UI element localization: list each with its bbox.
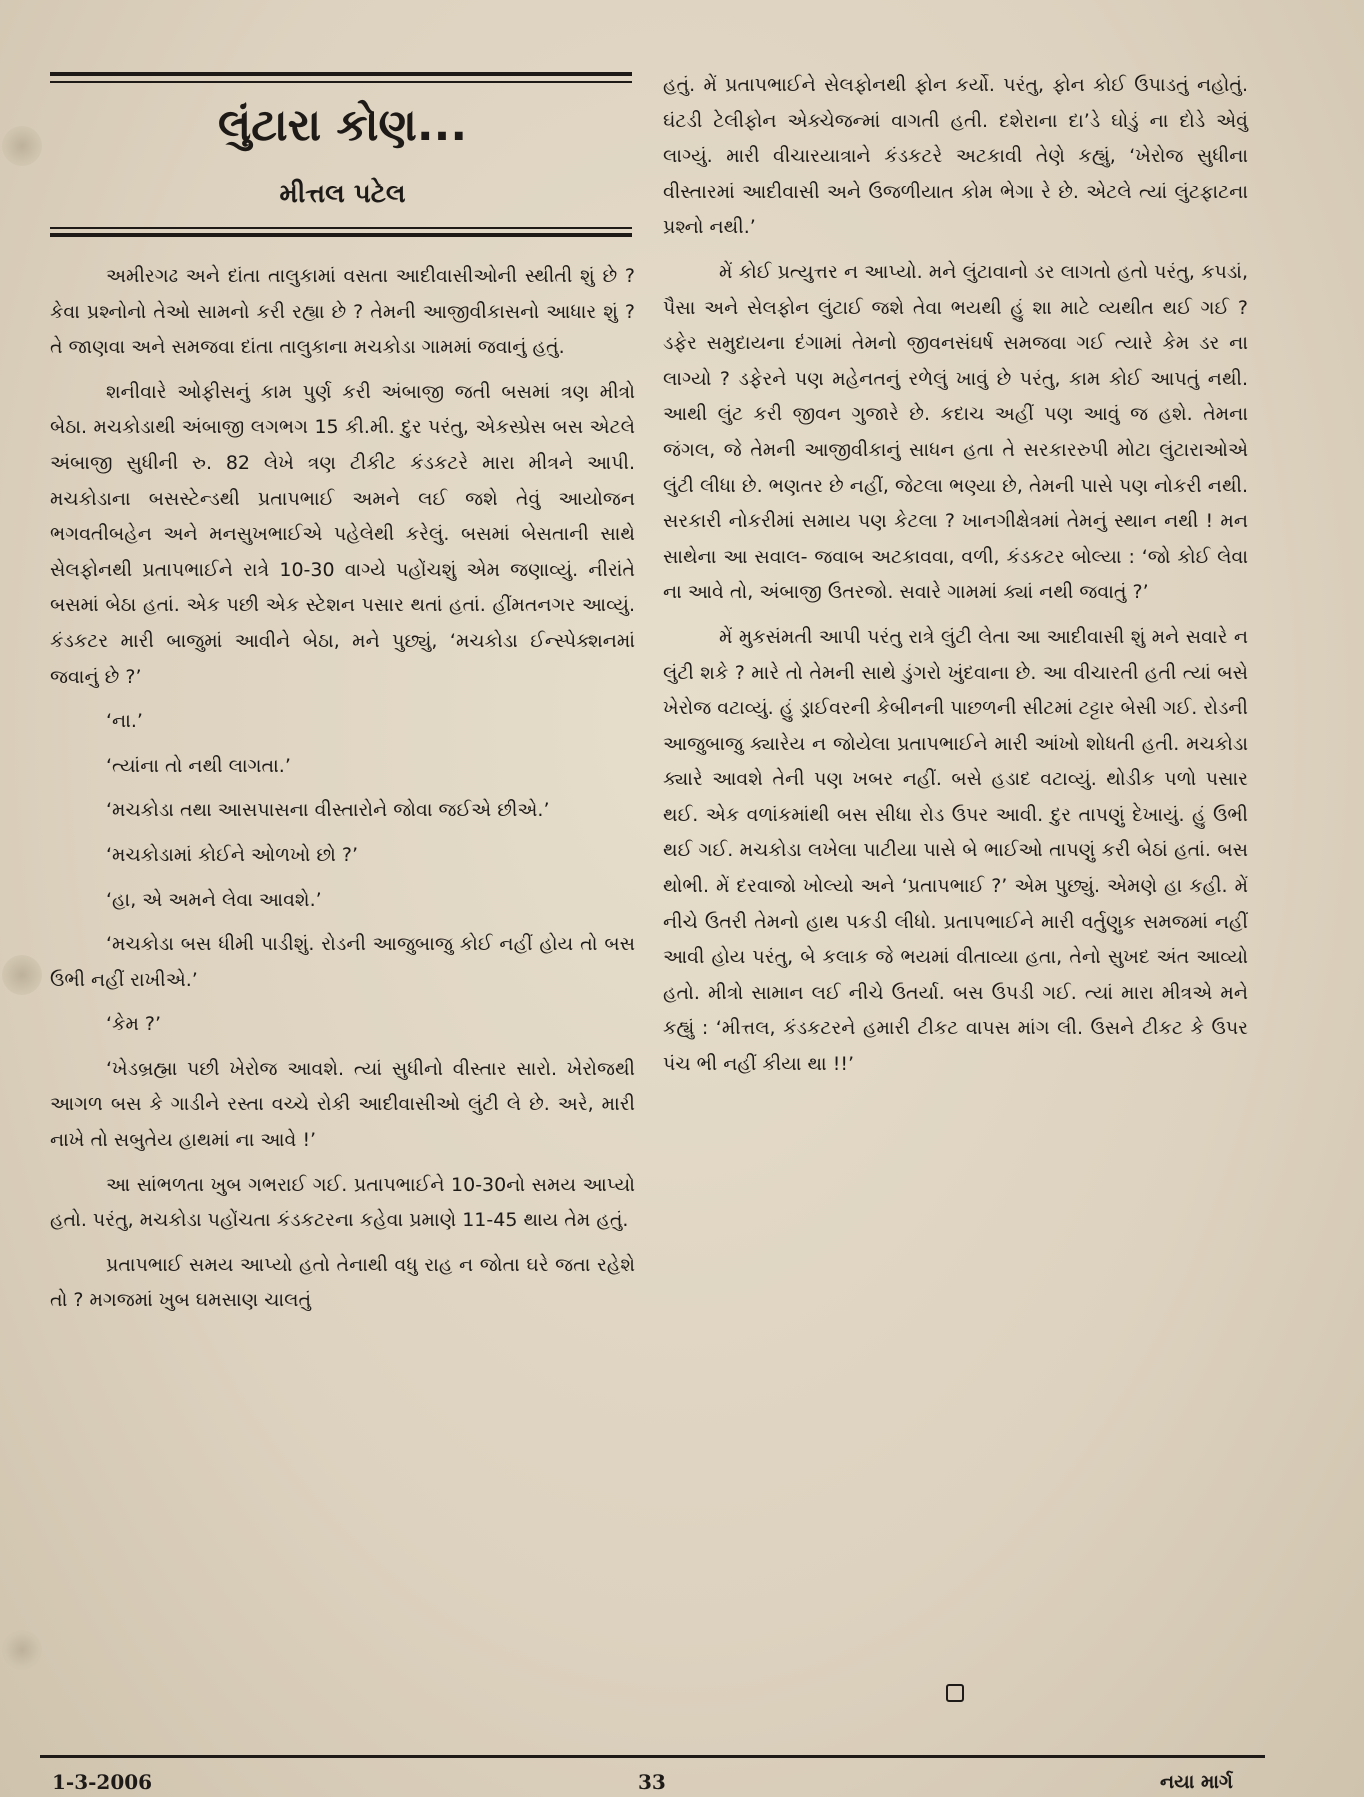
paragraph: ‘હા, એ અમને લેવા આવશે.’ [106,888,322,911]
title-bottom-rule-thin [50,227,632,229]
paragraph: અમીરગઢ અને દાંતા તાલુકામાં વસતા આદીવાસીઓની સ્થીતી શું છે ? કેવા પ્રશ્નોનો તેઓ સામનો કરી રહ્યા છે ? તેમની આજીવીકાસનો આધાર શું ? તે જાણવા અને સમજવા દાંતા તાલુકાના મચકોડા ગામમાં જવાનું હતું. [50,265,635,359]
title-top-rule-thin [50,81,632,83]
punch-hole [2,126,42,166]
punch-hole [2,1630,42,1670]
paragraph: ‘મચકોડામાં કોઈને ઓળખો છો ?’ [106,843,359,866]
punch-hole [2,955,42,995]
paragraph: ‘ત્યાંના તો નથી લાગતા.’ [106,754,291,777]
paragraph: હતું. મેં પ્રતાપભાઈને સેલફોનથી ફોન કર્યો. પરંતુ, ફોન કોઈ ઉપાડતું નહોતું. ઘંટડી ટેલીફોન એક્ચેજન્માં વાગતી હતી. દશેરાના દા’ડે ઘોડું ના દોડે એવું લાગ્યું. મારી વીચારયાત્રાને કંડકટરે અટકાવી તેણે કહ્યું, ‘ખેરોજ સુધીના વીસ્તારમાં આદીવાસી અને ઉજળીયાત કોમ ભેગા રે છે. એટલે ત્યાં લુંટફાટના પ્રશ્નો નથી.’ [663,74,1248,239]
article-title: લુંટારા કોણ... [217,100,468,151]
paragraph: પ્રતાપભાઈ સમય આપ્યો હતો તેનાથી વધુ રાહ ન જોતા ઘરે જતા રહેશે તો ? મગજમાં ખુબ ઘમસાણ ચાલતું [50,1253,635,1312]
page-number: 33 [638,1770,666,1794]
paragraph: શનીવારે ઓફીસનું કામ પુર્ણ કરી અંબાજી જતી બસમાં ત્રણ મીત્રો બેઠા. મચકોડાથી અંબાજી લગભગ 15 કી.મી. દુર પરંતુ, એકસ્પ્રેસ બસ એટલે અંબાજી સુધીની રુ. 82 લેખે ત્રણ ટીકીટ કંડકટરે મારા મીત્રને આપી. મચકોડાના બસસ્ટેન્ડથી પ્રતાપભાઈ અમને લઈ જશે તેવું આયોજન ભગવતીબહેન અને મનસુખભાઈએ પહેલેથી કરેલું. બસમાં બેસતાની સાથે સેલફોનથી પ્રતાપભાઈને રાત્રે 10-30 વાગ્યે પહોંચશું એમ જણાવ્યું. નીરાંતે બસમાં બેઠા હતાં. એક પછી એક સ્ટેશન પસાર થતાં હતાં. હીંમતનગર આવ્યું. કંડકટર મારી બાજુમાં આવીને બેઠા, મને પુછ્યું, ‘મચકોડા ઈન્સ્પેક્શનમાં જવાનું છે ?’ [50,380,635,688]
left-column [50,259,635,1328]
title-bottom-rule [50,233,632,237]
paragraph: મેં મુકસંમતી આપી પરંતુ રાત્રે લુંટી લેતા આ આદીવાસી શું મને સવારે ન લુંટી શકે ? મારે તો તેમની સાથે ડુંગરો ખુંદવાના છે. આ વીચારતી હતી ત્યાં બસે ખેરોજ વટાવ્યું. હું ડ્રાઈવરની કેબીનની પાછળની સીટમાં ટટ્ટાર બેસી ગઈ. રોડની આજુબાજુ ક્યારેય ન જોયેલા પ્રતાપભાઈને મારી આંખો શોધતી હતી. મચકોડા ક્યારે આવશે તેની પણ ખબર નહીં. બસે હડાદ વટાવ્યું. થોડીક પળો પસાર થઈ. એક વળાંકમાંથી બસ સીધા રોડ ઉપર આવી. દુર તાપણું દેખાયું. હું ઉભી થઈ ગઈ. મચકોડા લખેલા પાટીયા પાસે બે ભાઈઓ તાપણું કરી બેઠાં હતાં. બસ થોભી. મેં દરવાજો ખોલ્યો અને ‘પ્રતાપભાઈ ?’ એમ પુછ્યું. એમણે હા કહી. મેં નીચે ઉતરી તેમનો હાથ પકડી લીધો. પ્રતાપભાઈને મારી વર્તુણુક સમજમાં નહીં આવી હોય પરંતુ, બે કલાક જે ભયમાં વીતાવ્યા હતા, તેનો સુખદ અંત આવ્યો હતો. મીત્રો સામાન લઈ નીચે ઉતર્યા. બસ ઉપડી ગઈ. ત્યાં મારા મીત્રએ મને કહ્યું : ‘મીત્તલ, કંડકટરને હમારી ટીકટ વાપસ માંગ લી. ઉસને ટીકટ કે ઉપર પંચ ભી નહીં કીયા થા !!’ [663,625,1248,1076]
paragraph: ‘કેમ ?’ [106,1013,162,1036]
footer-date: 1-3-2006 [52,1770,153,1794]
right-column [663,68,1248,1092]
paragraph: ‘મચકોડા બસ ધીમી પાડીશું. રોડની આજુબાજુ કોઈ નહીં હોય તો બસ ઉભી નહીં રાખીએ.’ [50,933,635,991]
paragraph: ‘ખેડબ્રહ્મા પછી ખેરોજ આવશે. ત્યાં સુધીનો વીસ્તાર સારો. ખેરોજથી આગળ બસ કે ગાડીને રસ્તા વચ્ચે રોકી આદીવાસીઓ લુંટી લે છે. અરે, મારી નાખે તો સબુતેય હાથમાં ના આવે !’ [50,1057,635,1152]
publication-name: નયા માર્ગ [1160,1771,1233,1793]
article-author: મીત્તલ પટેલ [279,179,406,209]
title-top-rule [50,72,632,76]
footer-rule [40,1755,1265,1758]
end-of-article-mark [946,1684,964,1702]
paragraph: આ સાંભળતા ખુબ ગભરાઈ ગઈ. પ્રતાપભાઈને 10-30નો સમય આપ્યો હતો. પરંતુ, મચકોડા પહોંચતા કંડકટરના કહેવા પ્રમાણે 11-45 થાય તેમ હતું. [50,1173,635,1232]
paragraph: ‘ના.’ [106,710,143,733]
paragraph: મેં કોઈ પ્રત્યુત્તર ન આપ્યો. મને લુંટાવાનો ડર લાગતો હતો પરંતુ, કપડાં, પૈસા અને સેલફોન લુંટાઈ જશે તેવા ભયથી હું શા માટે વ્યથીત થઈ ગઈ ? ડફેર સમુદાયના દંગામાં તેમનો જીવનસંઘર્ષ સમજવા ગઈ ત્યારે કેમ ડર ના લાગ્યો ? ડફેરને પણ મહેનતનું રળેલું ખાવું છે પરંતુ, કામ કોઈ આપતું નથી. આથી લુંટ કરી જીવન ગુજારે છે. કદાચ અહીં પણ આવું જ હશે. તેમના જંગલ, જે તેમની આજીવીકાનું સાધન હતા તે સરકારરુપી મોટા લુંટારાઓએ લુંટી લીધા છે. ભણતર છે નહીં, જેટલા ભણ્યા છે, તેમની પાસે પણ નોકરી નથી. સરકારી નોકરીમાં સમાય પણ કેટલા ? ખાનગીક્ષેત્રમાં તેમનું સ્થાન નથી ! મન સાથેના આ સવાલ- જવાબ અટકાવવા, વળી, કંડકટર બોલ્યા : ‘જો કોઈ લેવા ના આવે તો, અંબાજી ઉતરજો. સવારે ગામમાં ક્યાં નથી જવાતું ?’ [663,260,1248,604]
paragraph: ‘મચકોડા તથા આસપાસના વીસ્તારોને જોવા જઈએ છીએ.’ [106,799,550,822]
